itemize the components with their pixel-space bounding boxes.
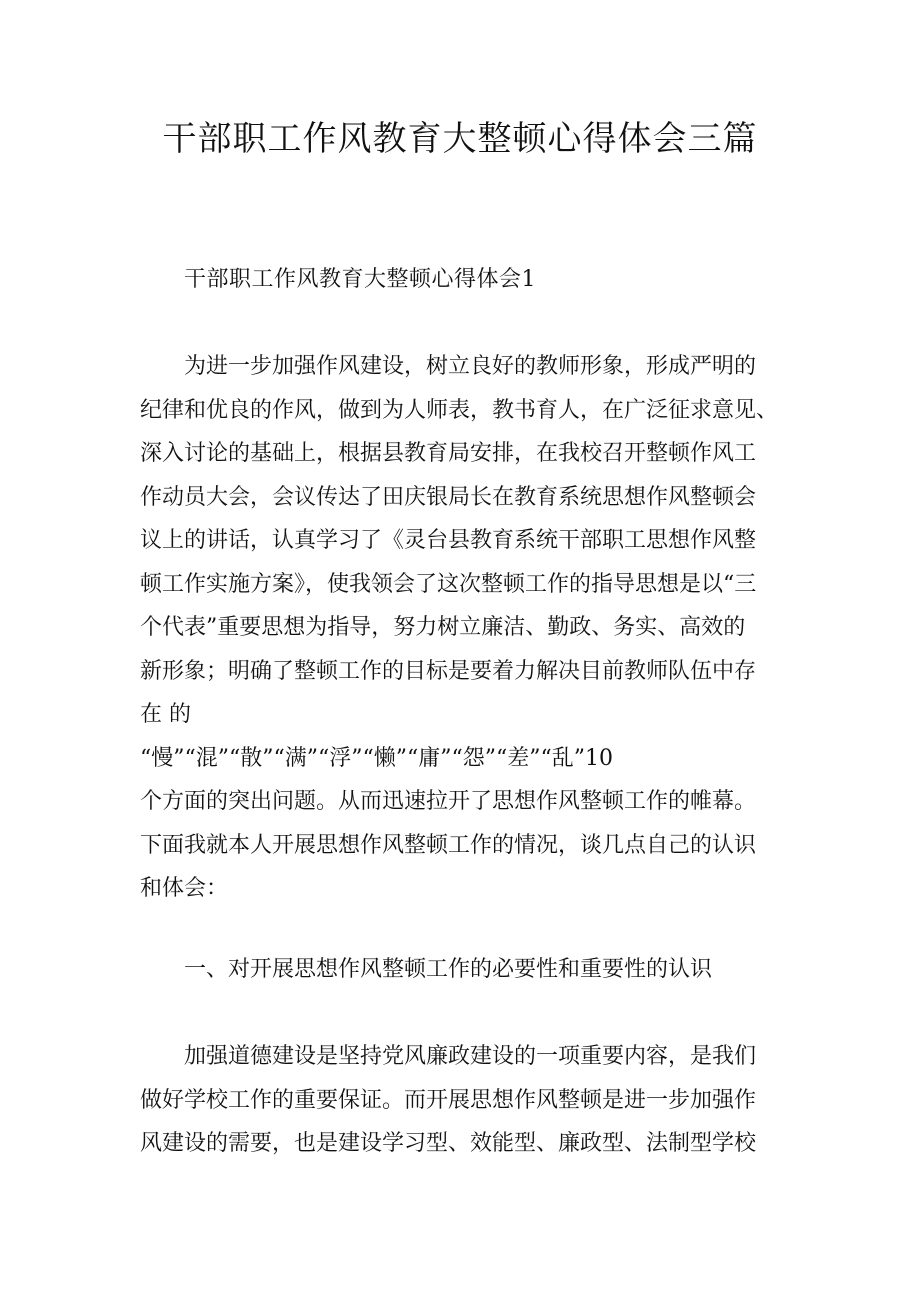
document-title: 干部职工作风教育大整顿心得体会三篇 [162,119,758,159]
paragraph-1-line: 深入讨论的基础上，根据县教育局安排，在我校召开整顿作风工 [140,441,757,466]
paragraph-1-spread-line [140,693,788,737]
paragraph-1 [140,345,788,911]
paragraph-1-line: 纪律和优良的作风，做到为人师表，教书育人，在广泛征求意见、 [140,397,779,423]
paragraph-1-line: 顿工作实施方案》，使我领会了这次整顿工作的指导思想是以“三 [140,571,757,597]
spread-right-text: 的 [169,702,192,727]
paragraph-2-line: 做好学校工作的重要保证。而开展思想作风整顿是进一步加强作 [140,1087,757,1113]
paragraph-1-line: 和体会： [140,876,229,901]
paragraph-1-line: 为进一步加强作风建设，树立良好的教师形象，形成严明的 [184,354,757,379]
spread-left-text: 在 [140,702,163,727]
section-heading-1: 一、对开展思想作风整顿工作的必要性和重要性的认识 [184,957,713,982]
paragraph-1-line: 新形象；明确了整顿工作的目标是要着力解决目前教师队伍中存 [140,658,757,684]
paragraph-1-line: 个方面的突出问题。从而迅速拉开了思想作风整顿工作的帷幕。 [140,789,757,814]
paragraph-1-line: 议上的讲话，认真学习了《灵台县教育系统干部职工思想作风整 [140,528,757,553]
paragraph-2-line: 加强道德建设是坚持党风廉政建设的一项重要内容，是我们 [184,1044,757,1069]
paragraph-1-line: 下面我就本人开展思想作风整顿工作的情况，谈几点自己的认识 [140,832,757,858]
paragraph-2 [140,1035,788,1166]
paragraph-2-line: 风建设的需要，也是建设学习型、效能型、廉政型、法制型学校 [140,1131,757,1156]
paragraph-1-line: “慢”“混”“散”“满”“浮”“懒”“庸”“怨”“差”“乱”10 [140,745,613,771]
paragraph-1-line: 个代表”重要思想为指导，努力树立廉洁、勤政、务实、高效的 [140,615,746,640]
paragraph-1-line: 作动员大会，会议传达了田庆银局长在教育系统思想作风整顿会 [140,484,757,510]
section-subtitle: 干部职工作风教育大整顿心得体会1 [184,267,536,292]
